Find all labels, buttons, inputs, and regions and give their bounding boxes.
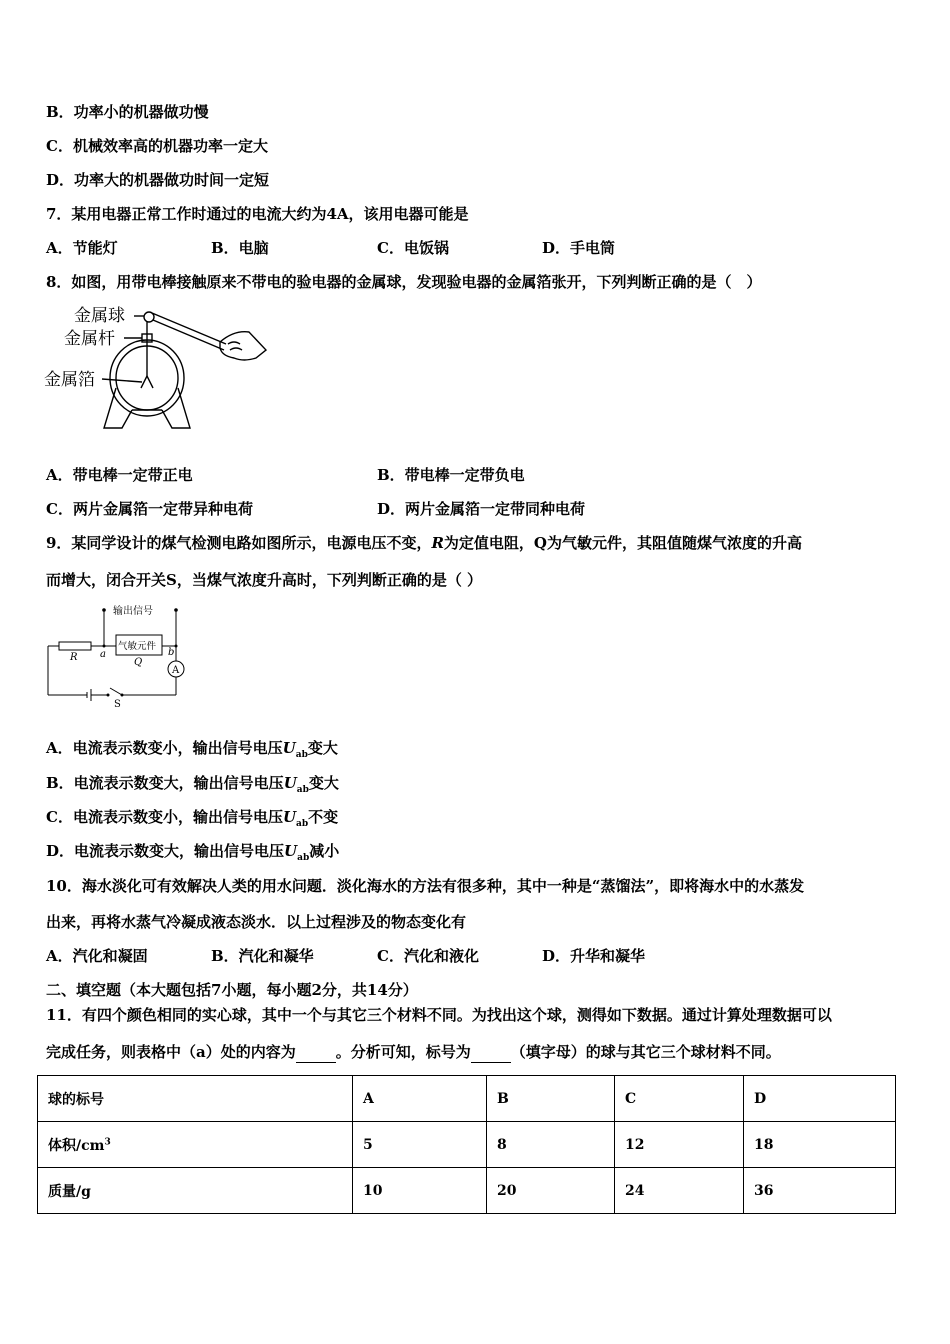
- table-header-cell: D: [744, 1076, 896, 1122]
- q7-option-a: A．节能灯: [46, 239, 118, 257]
- q9-stem-line2: 而增大，闭合开关S，当煤气浓度升高时，下列判断正确的是（ ）: [46, 571, 483, 589]
- electroscope-figure: [44, 300, 274, 435]
- q8-option-d: D．两片金属箔一定带同种电荷: [377, 500, 586, 518]
- table-cell: 18: [744, 1122, 896, 1168]
- q7-option-c: C．电饭锅: [377, 239, 449, 257]
- label-q: Q: [134, 657, 143, 668]
- q8-stem: 8．如图，用带电棒接触原来不带电的验电器的金属球，发现验电器的金属箔张开，下列判断正确的是（ ）: [46, 273, 762, 291]
- table-cell: 20: [487, 1168, 615, 1214]
- ammeter-symbol: A: [172, 665, 180, 676]
- q6-option-c: C．机械效率高的机器功率一定大: [46, 137, 268, 155]
- table-row: [38, 1168, 896, 1214]
- q11-stem-line1: 11．有四个颜色相同的实心球，其中一个与其它三个材料不同。为找出这个球，测得如下数据。通过计算处理数据可以: [46, 1006, 832, 1024]
- table-header-cell: A: [353, 1076, 487, 1122]
- q9-option-b: B．电流表示数变大，输出信号电压$U_{ab}$变大: [46, 774, 339, 795]
- q9-option-c: C．电流表示数变小，输出信号电压$U_{ab}$不变: [46, 808, 339, 829]
- q7-stem: 7．某用电器正常工作时通过的电流大约为4A，该用电器可能是: [46, 205, 469, 223]
- row-label-mass: 质量/g: [38, 1168, 353, 1214]
- table-cell: 10: [353, 1168, 487, 1214]
- table-header-cell: B: [487, 1076, 615, 1122]
- q10-option-a: A．汽化和凝固: [46, 947, 148, 965]
- table-row: [38, 1122, 896, 1168]
- q8-option-c: C．两片金属箔一定带异种电荷: [46, 500, 253, 518]
- q10-option-c: C．汽化和液化: [377, 947, 479, 965]
- label-output-signal: 输出信号: [113, 606, 153, 617]
- label-gas-sensor: 气敏元件: [118, 641, 157, 652]
- table-header-cell: C: [615, 1076, 744, 1122]
- table-cell: 8: [487, 1122, 615, 1168]
- label-point-b: b: [168, 647, 175, 658]
- label-metal-rod: 金属杆: [64, 329, 115, 349]
- label-switch-s: S: [114, 699, 121, 710]
- table-row: [38, 1076, 896, 1122]
- table-header-cell: 球的标号: [38, 1076, 353, 1122]
- table-cell: 24: [615, 1168, 744, 1214]
- table-cell: 5: [353, 1122, 487, 1168]
- label-resistor-r: R: [70, 652, 78, 663]
- q8-option-a: A．带电棒一定带正电: [46, 466, 193, 484]
- q9-option-a: A．电流表示数变小，输出信号电压$U_{ab}$变大: [46, 739, 338, 760]
- q6-option-d: D．功率大的机器做功时间一定短: [46, 171, 270, 189]
- answer-blank-a[interactable]: [296, 1042, 336, 1063]
- section-heading-fill-in: 二、填空题（本大题包括7小题，每小题2分，共14分）: [46, 981, 418, 999]
- gas-detector-circuit: [44, 602, 194, 710]
- label-metal-foil: 金属箔: [44, 370, 95, 390]
- q10-stem-line2: 出来，再将水蒸气冷凝成液态淡水．以上过程涉及的物态变化有: [46, 913, 467, 931]
- q9-stem-line1: 9．某同学设计的煤气检测电路如图所示，电源电压不变，R为定值电阻，Q为气敏元件，其阻值随煤气浓度的升高: [46, 534, 802, 552]
- ball-data-table: [37, 1075, 896, 1214]
- answer-blank-ball[interactable]: [471, 1042, 511, 1063]
- q10-option-d: D．升华和凝华: [542, 947, 646, 965]
- q11-stem-line2: 完成任务，则表格中（a）处的内容为 。分析可知，标号为 （填字母）的球与其它三个球材料不同。: [46, 1043, 781, 1061]
- q10-option-b: B．汽化和凝华: [211, 947, 314, 965]
- q7-option-b: B．电脑: [211, 239, 269, 257]
- table-cell: 36: [744, 1168, 896, 1214]
- label-metal-ball: 金属球: [74, 306, 125, 326]
- label-point-a: a: [100, 649, 106, 660]
- q6-option-b: B．功率小的机器做功慢: [46, 103, 209, 121]
- q9-option-d: D．电流表示数变大，输出信号电压$U_{ab}$减小: [46, 842, 340, 863]
- table-cell: 12: [615, 1122, 744, 1168]
- q7-option-d: D．手电筒: [542, 239, 616, 257]
- row-label-volume: 体积$/cm^3$: [38, 1122, 353, 1168]
- q10-stem-line1: 10．海水淡化可有效解决人类的用水问题．淡化海水的方法有很多种，其中一种是“蒸馏法”，即将海水中的水蒸发: [46, 877, 805, 895]
- q8-option-b: B．带电棒一定带负电: [377, 466, 525, 484]
